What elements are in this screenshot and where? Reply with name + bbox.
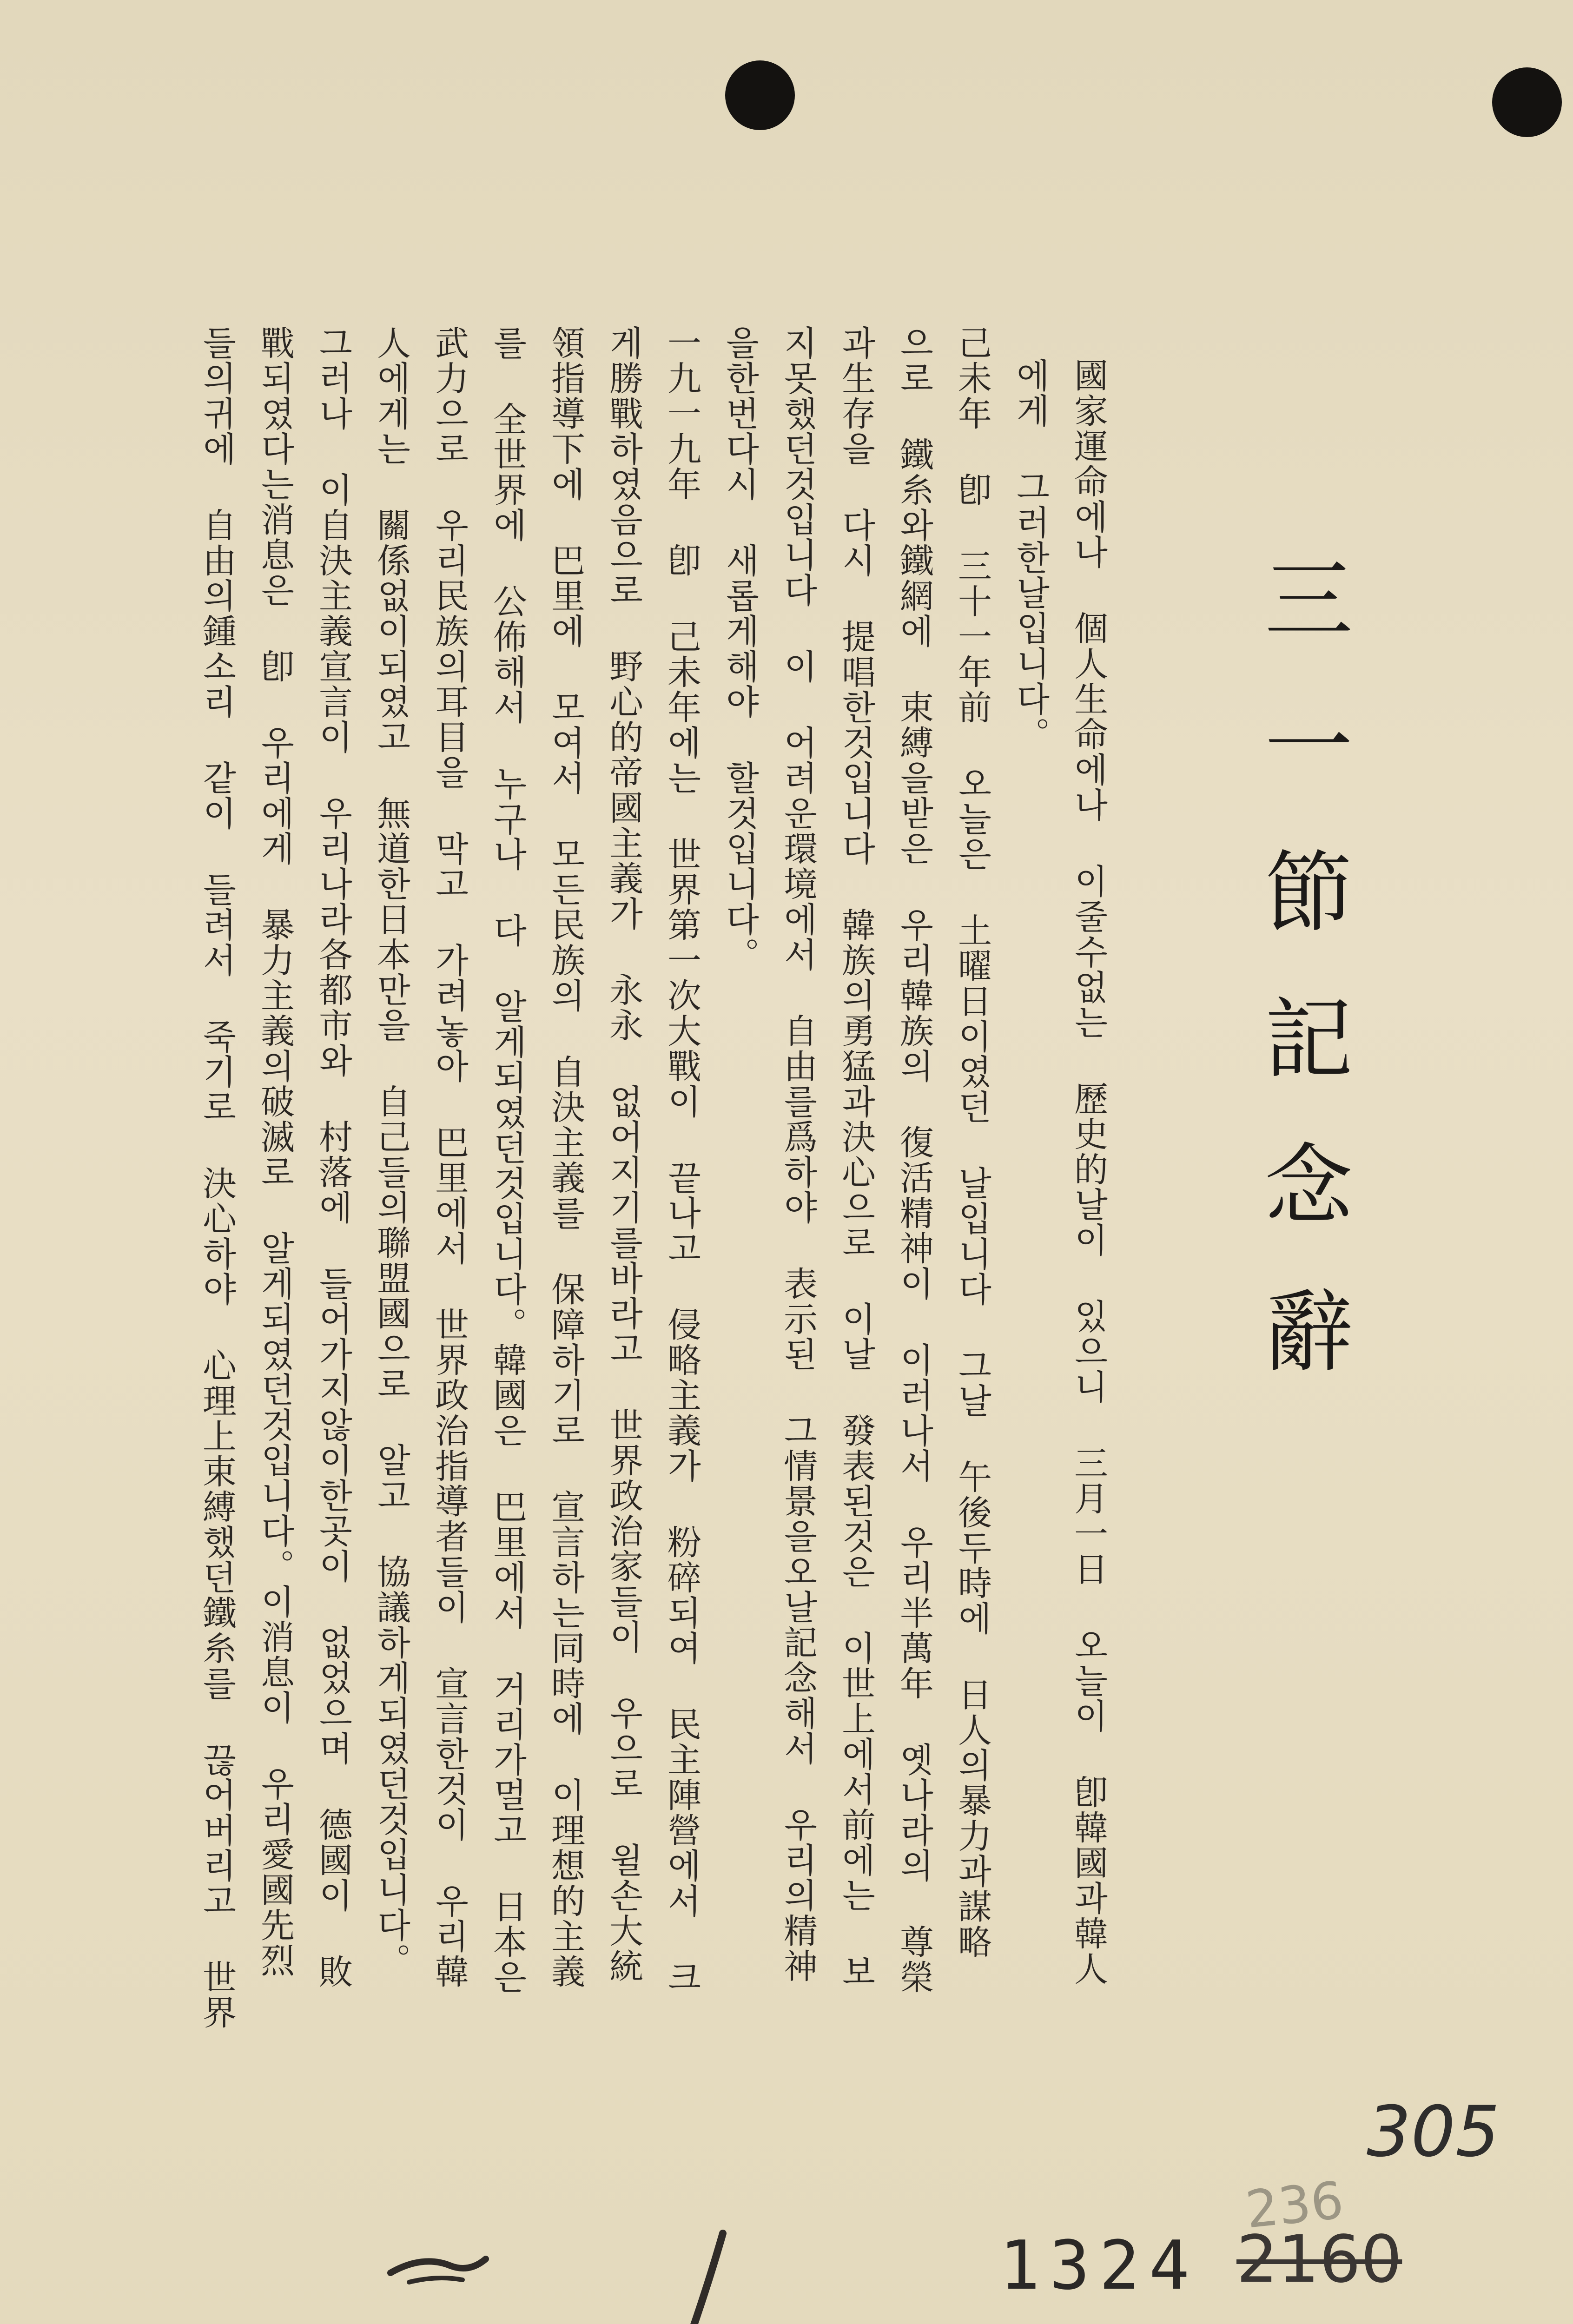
text-line: 그러나 이自決主義宣言이 우리나라各都市와 村落에 들어가지않이한곳이 없었으며 德國이 敗 (313, 325, 352, 1989)
text-line: 를 全世界에 公佈해서 누구나 다 알게되였던것입니다。韓國은 巴里에서 거리가멀고 日本은 (487, 325, 527, 1995)
pencil-annotation: 236 (1243, 2170, 1347, 2240)
punch-hole (1492, 67, 1562, 137)
text-line: 戰되였다는消息은 卽 우리에게 暴力主義의破滅로 알게되였던것입니다。이消息이 우리愛國先烈 (255, 325, 294, 1978)
text-line: 게勝戰하였음으로 野心的帝國主義가 永永 없어지기를바라고 世界政治家들이 우으로 윌손大統 (603, 325, 643, 1984)
text-line: 己未年 卽 三十一年前 오늘은 土曜日이였던 날입니다 그날 午後두時에 日人의暴力과謀略 (952, 325, 991, 1960)
text-line: 들의귀에 自由의鍾소리 같이 들려서 죽기로 決心하야 心理上束縛했던鐵糸를 끊어버리고 世界 (197, 325, 236, 2030)
struck-out-number: 2160 (1236, 2222, 1402, 2298)
text-line: 과生存을 다시 提唱한것입니다 韓族의勇猛과決心으로 이날 發表된것은 이世上에서前에는 보 (836, 325, 875, 1989)
text-line: 一九一九年 卽 己未年에는 世界第一次大戰이 끝나고 侵略主義가 粉碎되여 民主陣營에서 크 (661, 325, 701, 1995)
handwritten-mark (381, 2240, 493, 2296)
stamped-number: 1324 (999, 2226, 1199, 2305)
document-title: 三一節記念辭 (1250, 553, 1353, 1432)
page-number: 305 (1367, 2092, 1500, 2172)
text-line: 國家運命에나 個人生命에나 이줄수없는 歷史的날이 있으니 三月一日 오늘이 卽韓國과韓人 (1068, 358, 1108, 1987)
text-line: 지못했던것입니다 이 어려운環境에서 自由를爲하야 表示된 그情景을오날記念해서 우리의精神 (778, 325, 817, 1984)
text-line: 人에게는 關係없이되였고 無道한日本만을 自己들의聯盟國으로 알고 協議하게되였던것입니다。 (371, 325, 410, 1978)
text-line: 으로 鐵糸와鐵網에 束縛을받은 우리韓族의 復活精神이 이러나서 우리半萬年 옛나라의 尊榮 (894, 325, 933, 1995)
text-line: 武力으로 우리民族의耳目을 막고 가려놓아 巴里에서 世界政治指導者들이 宣言한것이 우리韓 (429, 325, 469, 1989)
pen-stroke-mark (679, 2226, 734, 2324)
text-line: 에게 그러한날입니다。 (1010, 358, 1050, 752)
text-line: 領指導下에 巴里에 모여서 모든民族의 自決主義를 保障하기로 宣言하는同時에 이理想的主義 (545, 325, 585, 1989)
punch-hole (725, 60, 795, 130)
text-line: 을한번다시 새롭게해야 할것입니다。 (720, 325, 759, 972)
